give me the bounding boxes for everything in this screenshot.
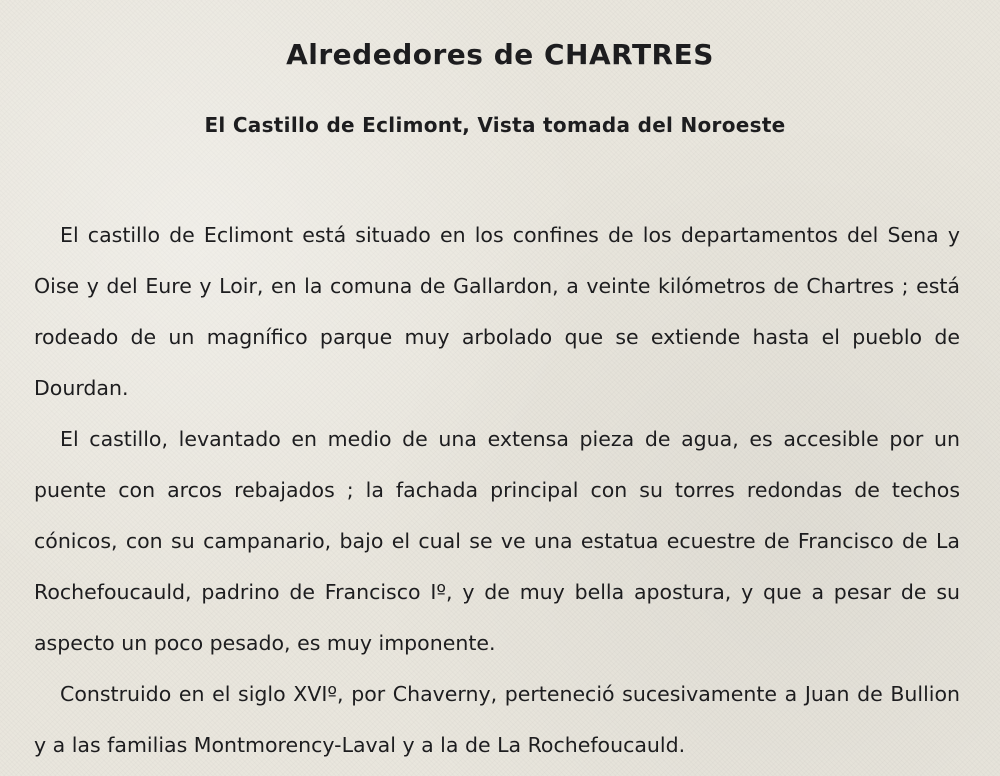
body-text (34, 210, 960, 771)
paragraph-1: El castillo de Eclimont está situado en los confines de los departamentos del Sena y Oise y del Eure y Loir, en la comuna de Gallardon, a veinte kilómetros de Chartres ; está rodeado de un magnífico parque muy arbolado que se extiende hasta el pueblo de Dourdan. (34, 223, 960, 400)
paragraph-2: El castillo, levantado en medio de una extensa pieza de agua, es accesible por un puente con arcos rebajados ; la fachada principal con su torres redondas de techos cónicos, con su campanario, bajo el cual se ve una estatua ecuestre de Francisco de La Rochefoucauld, padrino de Francisco Iº, y de muy bella apostura, y que a pesar de su aspecto un poco pesado, es muy imponente. (34, 427, 960, 655)
paragraph-3: Construido en el siglo XVIº, por Chaverny, perteneció sucesivamente a Juan de Bullion y a las familias Montmorency-Laval y a la de La Rochefoucauld. (34, 682, 960, 757)
page-title: Alrededores de CHARTRES (286, 37, 714, 71)
page-subtitle: El Castillo de Eclimont, Vista tomada del Noroeste (204, 112, 786, 137)
